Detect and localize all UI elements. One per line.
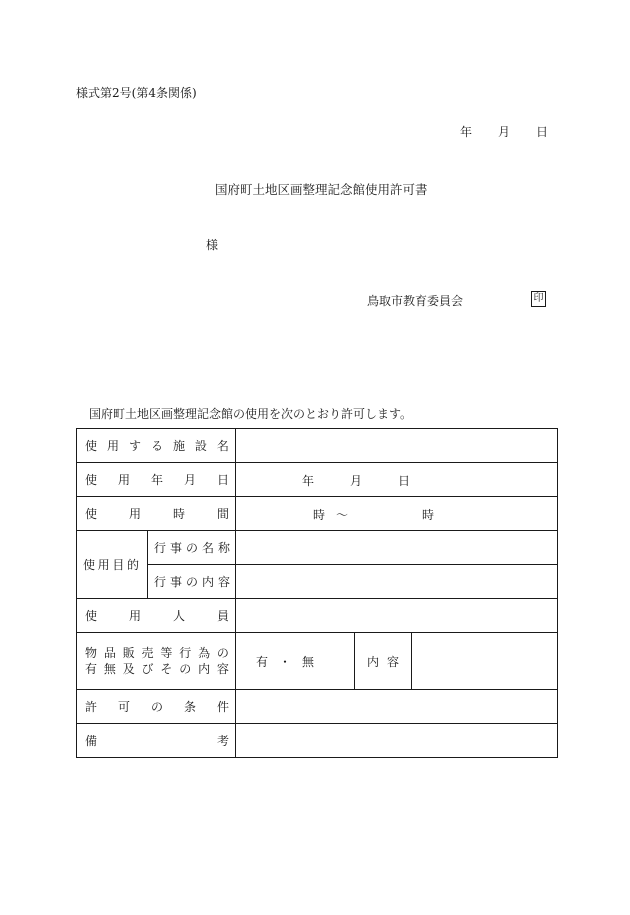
label-char: 用 xyxy=(117,473,130,487)
date-value-year: 年 xyxy=(302,474,315,488)
label-char: 時 xyxy=(172,507,185,521)
purpose-label xyxy=(77,531,148,599)
label-char: 事 xyxy=(169,541,182,555)
label-char: 物 xyxy=(85,646,98,660)
remarks-label xyxy=(77,724,236,758)
row-facility xyxy=(77,429,558,463)
label-char: 為 xyxy=(198,646,211,660)
label-char: 無 xyxy=(103,662,116,676)
row-conditions xyxy=(77,690,558,724)
conditions-value[interactable] xyxy=(236,690,558,724)
row-event-content xyxy=(77,565,558,599)
intro-text: 国府町土地区画整理記念館の使用を次のとおり許可します。 xyxy=(89,407,413,421)
label-char: 容 xyxy=(216,662,229,676)
label-char: 売 xyxy=(141,646,154,660)
time-tilde: ～ xyxy=(336,508,349,522)
label-char: 件 xyxy=(216,700,229,714)
time-to: 時 xyxy=(422,508,435,522)
addressee-suffix: 様 xyxy=(206,238,219,252)
label-char: の xyxy=(150,700,163,714)
conditions-label xyxy=(77,690,236,724)
date-value[interactable] xyxy=(236,463,558,497)
label-char: ・ xyxy=(278,654,291,669)
document-title: 国府町土地区画整理記念館使用許可書 xyxy=(215,182,428,197)
label-char: 人 xyxy=(172,609,185,623)
issuer-name: 鳥取市教育委員会 xyxy=(367,294,464,308)
issue-date-year: 年 xyxy=(460,125,473,139)
label-char: そ xyxy=(160,662,173,676)
label-char: す xyxy=(128,439,141,453)
label-char: 間 xyxy=(216,507,229,521)
users-label xyxy=(77,599,236,633)
label-char: 考 xyxy=(216,734,229,748)
label-char: の xyxy=(179,662,192,676)
date-value-month: 月 xyxy=(350,474,363,488)
label-char: 称 xyxy=(217,541,230,555)
label-char: 内 xyxy=(201,575,214,589)
row-users xyxy=(77,599,558,633)
time-value[interactable] xyxy=(236,497,558,531)
permit-table xyxy=(76,428,558,758)
yes-no-choice[interactable] xyxy=(236,633,355,689)
issue-date-month: 月 xyxy=(498,125,511,139)
label-char: 使 xyxy=(85,507,98,521)
label-char: の xyxy=(216,646,229,660)
label-char: 使 xyxy=(85,473,98,487)
label-char: 月 xyxy=(183,473,196,487)
label-char: 容 xyxy=(217,575,230,589)
issue-date xyxy=(460,123,548,140)
label-char: る xyxy=(150,439,163,453)
sales-content-value[interactable] xyxy=(412,633,557,689)
label-char: 的 xyxy=(126,558,139,572)
label-char: 使 xyxy=(85,609,98,623)
label-char: 備 xyxy=(85,734,98,748)
event-content-value[interactable] xyxy=(236,565,558,599)
row-time xyxy=(77,497,558,531)
event-content-label xyxy=(148,565,236,599)
label-char: 可 xyxy=(117,700,130,714)
label-char: 有 xyxy=(256,654,269,669)
row-event-name xyxy=(77,531,558,565)
label-char: 無 xyxy=(301,654,314,669)
label-char: 日 xyxy=(216,473,229,487)
sales-value xyxy=(236,633,558,690)
label-char: 事 xyxy=(169,575,182,589)
label-char: 使 xyxy=(85,439,98,453)
label-char: の xyxy=(185,541,198,555)
label-char: の xyxy=(185,575,198,589)
row-sales xyxy=(77,633,558,690)
event-name-label xyxy=(148,531,236,565)
label-char: 目 xyxy=(112,558,125,572)
seal-mark: 印 xyxy=(531,291,546,307)
label-char: 行 xyxy=(179,646,192,660)
label-char: 設 xyxy=(194,439,207,453)
label-char: 販 xyxy=(122,646,135,660)
label-char: 年 xyxy=(150,473,163,487)
label-char: 用 xyxy=(97,558,110,572)
remarks-value[interactable] xyxy=(236,724,558,758)
label-char: 名 xyxy=(216,439,229,453)
label-char: 有 xyxy=(85,662,98,676)
row-remarks xyxy=(77,724,558,758)
label-char: 用 xyxy=(106,439,119,453)
content-label xyxy=(355,633,412,689)
label-char: 条 xyxy=(183,700,196,714)
users-value[interactable] xyxy=(236,599,558,633)
sales-label xyxy=(77,633,236,690)
label-char: 用 xyxy=(128,507,141,521)
time-label xyxy=(77,497,236,531)
label-char: 使 xyxy=(83,558,96,572)
facility-label xyxy=(77,429,236,463)
date-label xyxy=(77,463,236,497)
label-char: 容 xyxy=(386,654,399,669)
date-value-day: 日 xyxy=(398,474,411,488)
label-char: 許 xyxy=(85,700,98,714)
label-char: 内 xyxy=(198,662,211,676)
issue-date-day: 日 xyxy=(536,125,549,139)
label-char: 等 xyxy=(160,646,173,660)
event-name-value[interactable] xyxy=(236,531,558,565)
label-char: 行 xyxy=(154,575,167,589)
label-char: 施 xyxy=(172,439,185,453)
facility-value[interactable] xyxy=(236,429,558,463)
label-char: 名 xyxy=(201,541,214,555)
label-char: 行 xyxy=(154,541,167,555)
label-char: 員 xyxy=(216,609,229,623)
time-from: 時 xyxy=(313,508,326,522)
label-char: び xyxy=(141,662,154,676)
row-date xyxy=(77,463,558,497)
label-char: 内 xyxy=(367,654,380,669)
label-char: 品 xyxy=(103,646,116,660)
form-number: 様式第2号(第4条関係) xyxy=(76,86,197,100)
label-char: 及 xyxy=(122,662,135,676)
label-char: 用 xyxy=(128,609,141,623)
